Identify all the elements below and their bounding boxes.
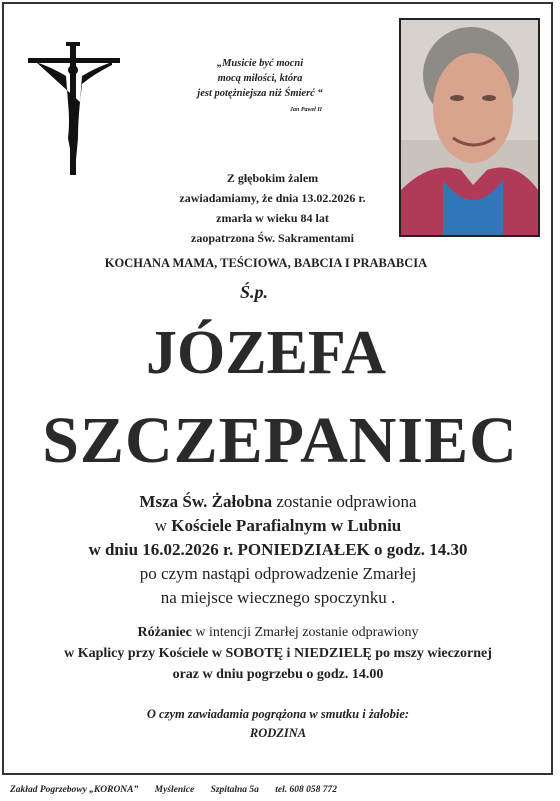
intro-line: zawiadamiamy, że dnia 13.02.2026 r. [179,191,366,205]
rosary-time: oraz w dniu pogrzebu o godz. 14.00 [172,667,384,682]
funeral-home-name: Zakład Pogrzebowy „KORONA” [10,785,139,795]
deceased-first-name: JÓZEFA [146,319,386,387]
rosary-place: w Kaplicy przy Kościele w SOBOTĘ i NIEDZIELĘ po mszy wieczornej [64,646,492,661]
quote-author: Jan Paweł II [290,107,323,113]
funeral-home-city: Myślenice [154,785,195,795]
intro-line: zaopatrzona Św. Sakramentami [191,231,354,245]
funeral-home-footer [10,785,351,795]
closing-block [0,705,556,743]
quote-line: „Musicie być mocni [216,58,304,69]
mass-line-4: po czym nastąpi odprowadzenie Zmarłej [139,564,417,583]
family-relations: KOCHANA MAMA, TEŚCIOWA, BABCIA I PRABABCIA [104,256,428,270]
funeral-mass-info [0,490,556,610]
intro-line: Z głębokim żalem [226,171,319,185]
rosary-line-3 [0,664,556,685]
portrait-image [401,20,538,235]
mass-date: w dniu 16.02.2026 r. PONIEDZIAŁEK o godz. 14.30 [88,540,468,559]
mass-line-2 [0,514,556,538]
funeral-home-phone: tel. 608 058 772 [275,785,338,795]
mass-date-line [0,538,556,562]
quote-line: mocą miłości, która [217,73,303,84]
rosary-line-2 [0,643,556,664]
mass-title: Msza Św. Żałobna [139,492,273,511]
quote-line: jest potężniejsza niż Śmierć “ [197,88,323,99]
mass-text: zostanie odprawiona [272,492,417,511]
quote-block [150,56,370,101]
rosary-line-1 [0,622,556,643]
mass-line-5: na miejsce wiecznego spoczynku . [160,588,396,607]
rosary-info [0,622,556,685]
family-signature: RODZINA [249,726,307,740]
funeral-home-address: Szpitalna 5a [210,785,259,795]
sp-label: Ś.p. [240,282,269,302]
mass-prefix: w [154,516,172,535]
church-name: Kościele Parafialnym w Lubniu [171,516,402,535]
death-announcement [150,168,395,248]
mass-line-1 [0,490,556,514]
rosary-text: w intencji Zmarłej zostanie odprawiony [191,625,419,640]
closing-line: O czym zawiadamia pogrążona w smutku i żałobie: [146,707,410,721]
intro-line: zmarła w wieku 84 lat [216,211,329,225]
rosary-title: Różaniec [137,625,192,640]
crucifix-icon [28,42,120,177]
deceased-last-name: SZCZEPANIEC [42,404,518,477]
portrait-photo [399,18,540,237]
